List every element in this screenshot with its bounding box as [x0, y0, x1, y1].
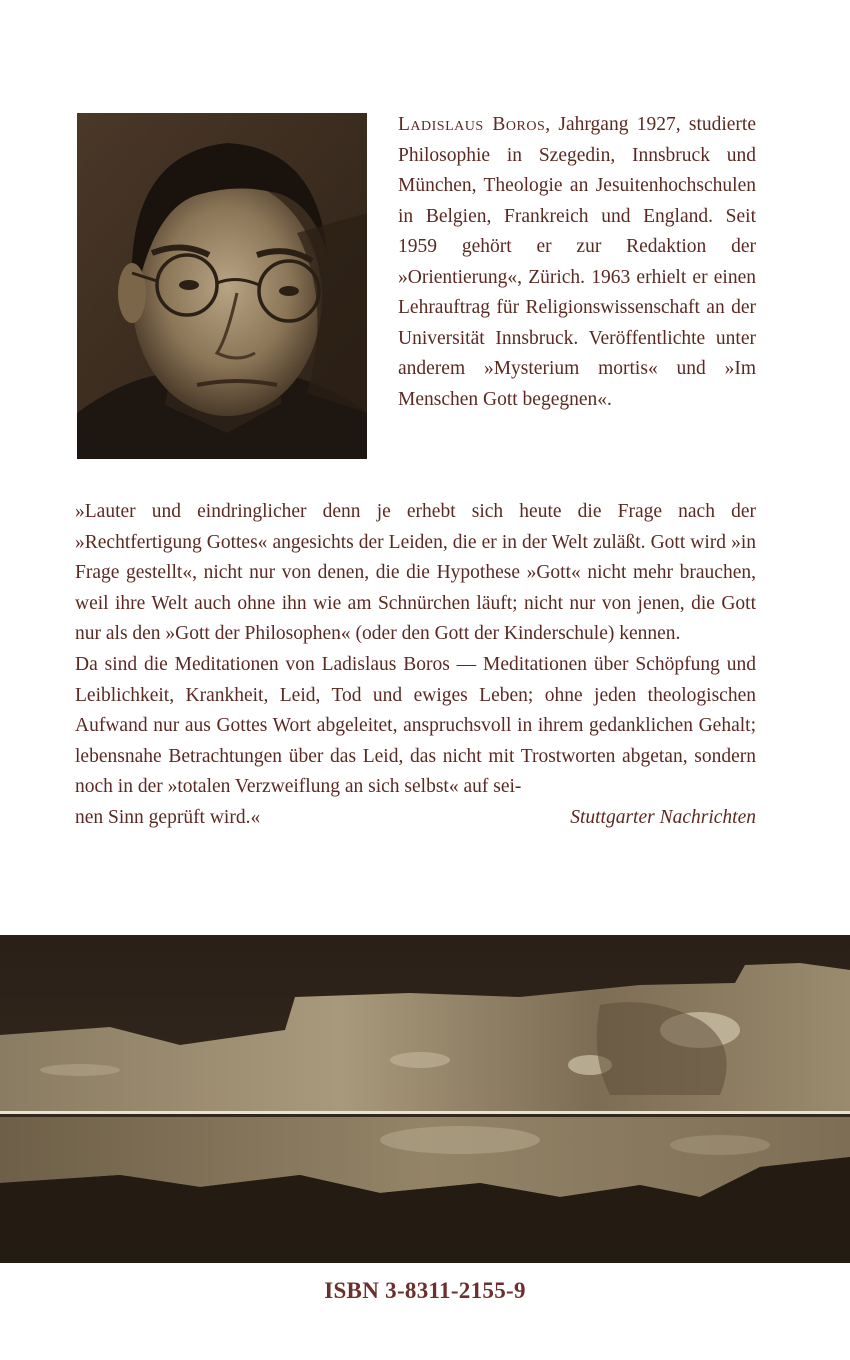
abstract-artwork	[0, 935, 850, 1263]
isbn-number: ISBN 3-8311-2155-9	[324, 1278, 526, 1303]
quote-paragraph-2-end: nen Sinn geprüft wird.«	[75, 806, 261, 828]
author-portrait	[77, 113, 367, 459]
quote-last-line	[75, 803, 756, 834]
abstract-artwork-image	[0, 935, 850, 1263]
review-quote	[75, 497, 756, 834]
author-bio-text: , Jahrgang 1927, studierte Philosophie in Szegedin, Innsbruck und München, Theologie an Jesuitenhochschulen in Belgien, Frankreich und England. Seit 1959 gehört er zur Redaktion der »Orientierung«, Zürich. 1963 erhielt er einen Lehrauftrag für Religionswissenschaft an der Universität Innsbruck. Veröffentlichte unter anderem »Mysterium mortis« und »Im Menschen Gott begegnen«.	[398, 114, 756, 410]
author-bio	[398, 110, 756, 415]
quote-paragraph-2: Da sind die Meditationen von Ladislaus Boros — Meditationen über Schöpfung und Leiblichkeit, Krankheit, Leid, Tod und ewiges Leben; ohne jeden theologischen Aufwand nur aus Gottes Wort abgeleitet, anspruchsvoll in ihrem gedanklichen Gehalt; lebensnahe Betrachtungen über das Leid, das nicht mit Trostworten abgetan, sondern noch in der »totalen Verzweiflung an sich selbst« auf sei-	[75, 653, 756, 798]
author-portrait-image	[77, 113, 367, 459]
author-name: Ladislaus Boros	[398, 114, 546, 135]
quote-paragraph-1: »Lauter und eindringlicher denn je erhebt sich heute die Frage nach der »Rechtfertigung Gottes« angesichts der Leiden, die er in der Welt zuläßt. Gott wird »in Frage gestellt«, nicht nur von denen, die die Hypothese »Gott« nicht mehr brauchen, weil ihre Welt auch ohne ihn wie am Schnürchen läuft; nicht nur von jenen, die Gott nur als den »Gott der Philosophen« (oder den Gott der Kinderschule) kennen.	[75, 501, 756, 645]
quote-source: Stuttgarter Nachrichten	[570, 806, 756, 828]
